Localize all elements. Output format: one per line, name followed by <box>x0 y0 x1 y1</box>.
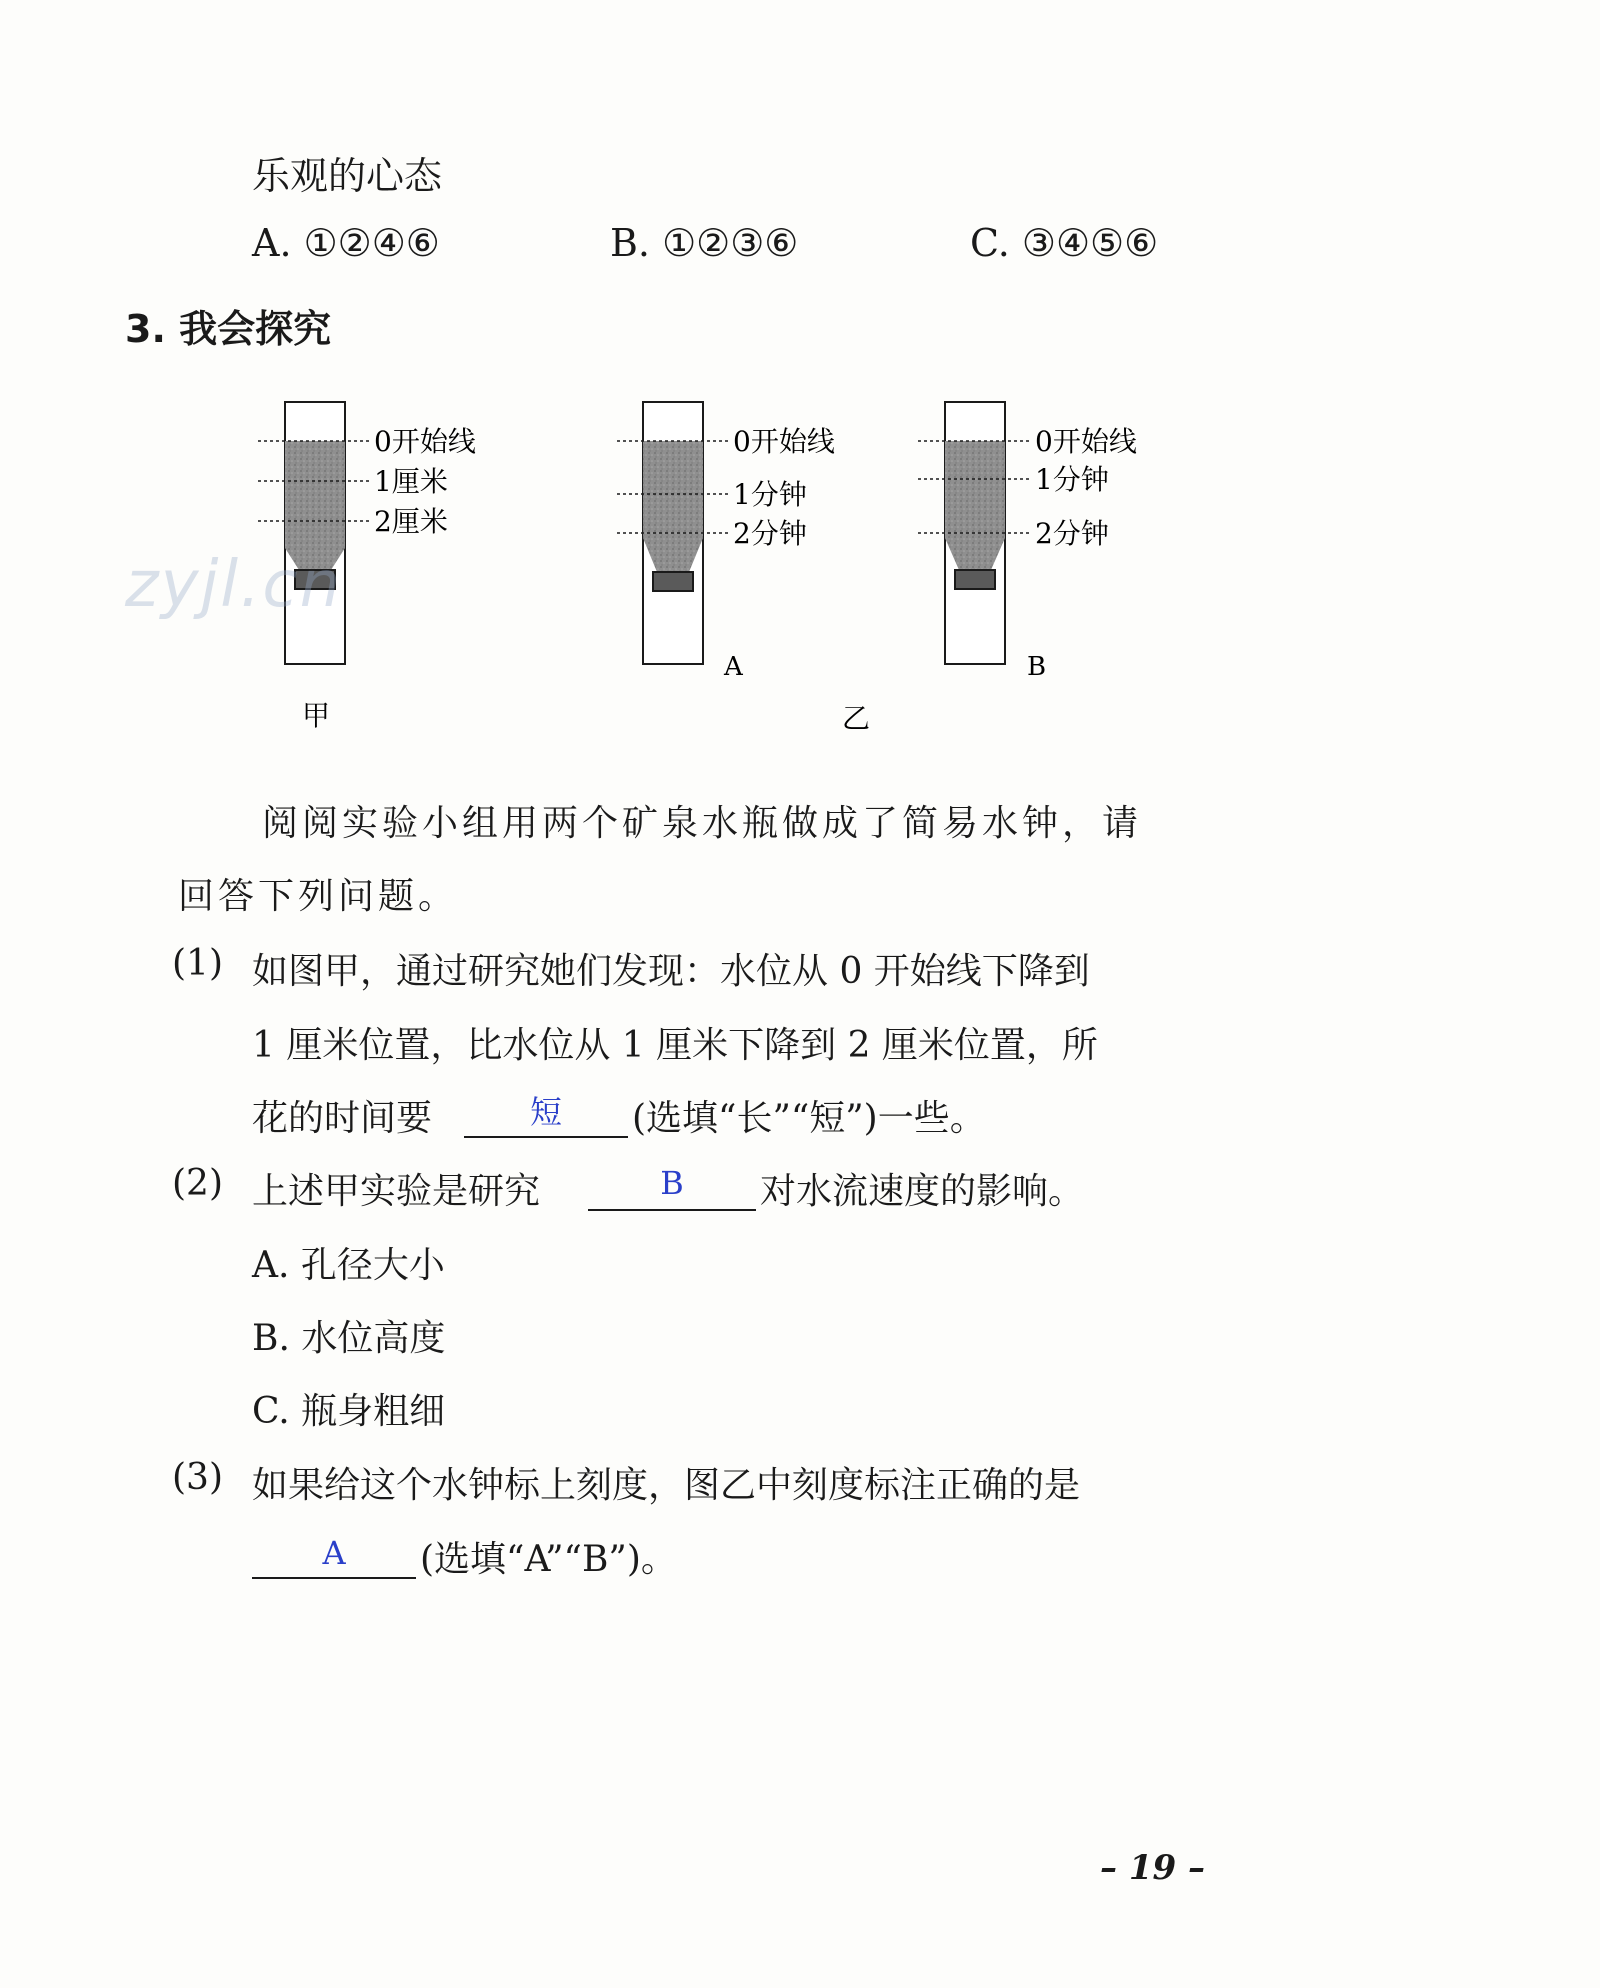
bottle-jia <box>258 402 372 664</box>
bottle-a-cap <box>653 572 693 591</box>
label-b: B <box>1027 652 1047 682</box>
bottle-b-cap <box>955 570 995 589</box>
jia-mark-0: 0开始线 <box>374 425 476 458</box>
section-title: 3. 我会探究 <box>125 307 332 351</box>
q1-answer: 短 <box>529 1093 562 1131</box>
option-b: B. ①②③⑥ <box>610 221 799 265</box>
bottle-a-water <box>643 441 703 572</box>
caption-jia: 甲 <box>302 699 331 732</box>
q1-number: (1) <box>172 943 223 984</box>
a-mark-1: 1分钟 <box>733 478 807 511</box>
label-a: A <box>724 652 743 682</box>
option-a: A. ①②④⑥ <box>252 221 440 265</box>
q2-prefix: 上述甲实验是研究 <box>252 1171 541 1212</box>
continuation-text: 乐观的心态 <box>252 154 443 198</box>
caption-yi: 乙 <box>842 702 871 735</box>
q2-answer-blank <box>588 1209 756 1211</box>
watermark: zyjl.cn <box>125 548 343 622</box>
q2-option-c: C. 瓶身粗细 <box>252 1391 446 1432</box>
bottle-a <box>617 402 730 664</box>
q3-line-1: 如果给这个水钟标上刻度，图乙中刻度标注正确的是 <box>252 1465 1081 1506</box>
b-mark-2: 2分钟 <box>1035 517 1109 550</box>
a-mark-0: 0开始线 <box>733 425 835 458</box>
q3-number: (3) <box>172 1457 223 1498</box>
intro-line-1: 阅阅实验小组用两个矿泉水瓶做成了简易水钟，请 <box>262 803 1143 844</box>
b-mark-1: 1分钟 <box>1035 463 1109 496</box>
q1-answer-blank <box>464 1136 628 1138</box>
q3-suffix: (选填“A”“B”)。 <box>420 1539 677 1580</box>
b-mark-0: 0开始线 <box>1035 425 1137 458</box>
q1-line-3-suffix: (选填“长”“短”)一些。 <box>632 1098 986 1139</box>
a-mark-2: 2分钟 <box>733 517 807 550</box>
q2-answer: B <box>660 1164 684 1202</box>
page-number: – 19 – <box>1100 1848 1205 1888</box>
q1-line-2: 1 厘米位置，比水位从 1 厘米下降到 2 厘米位置，所 <box>252 1025 1098 1066</box>
option-c: C. ③④⑤⑥ <box>970 221 1159 265</box>
jia-mark-2: 2厘米 <box>374 505 448 538</box>
q2-suffix: 对水流速度的影响。 <box>760 1171 1085 1212</box>
bottle-b <box>918 402 1032 664</box>
bottle-b-water <box>945 441 1005 570</box>
q3-answer-blank <box>252 1577 416 1579</box>
q2-option-a: A. 孔径大小 <box>252 1245 445 1286</box>
intro-line-2: 回答下列问题。 <box>178 876 459 917</box>
q1-line-3-prefix: 花的时间要 <box>252 1098 433 1139</box>
q2-option-b: B. 水位高度 <box>252 1318 446 1359</box>
q1-line-1: 如图甲，通过研究她们发现：水位从 0 开始线下降到 <box>252 951 1090 992</box>
jia-mark-1: 1厘米 <box>374 465 448 498</box>
q2-number: (2) <box>172 1163 223 1204</box>
q3-answer: A <box>322 1534 346 1572</box>
